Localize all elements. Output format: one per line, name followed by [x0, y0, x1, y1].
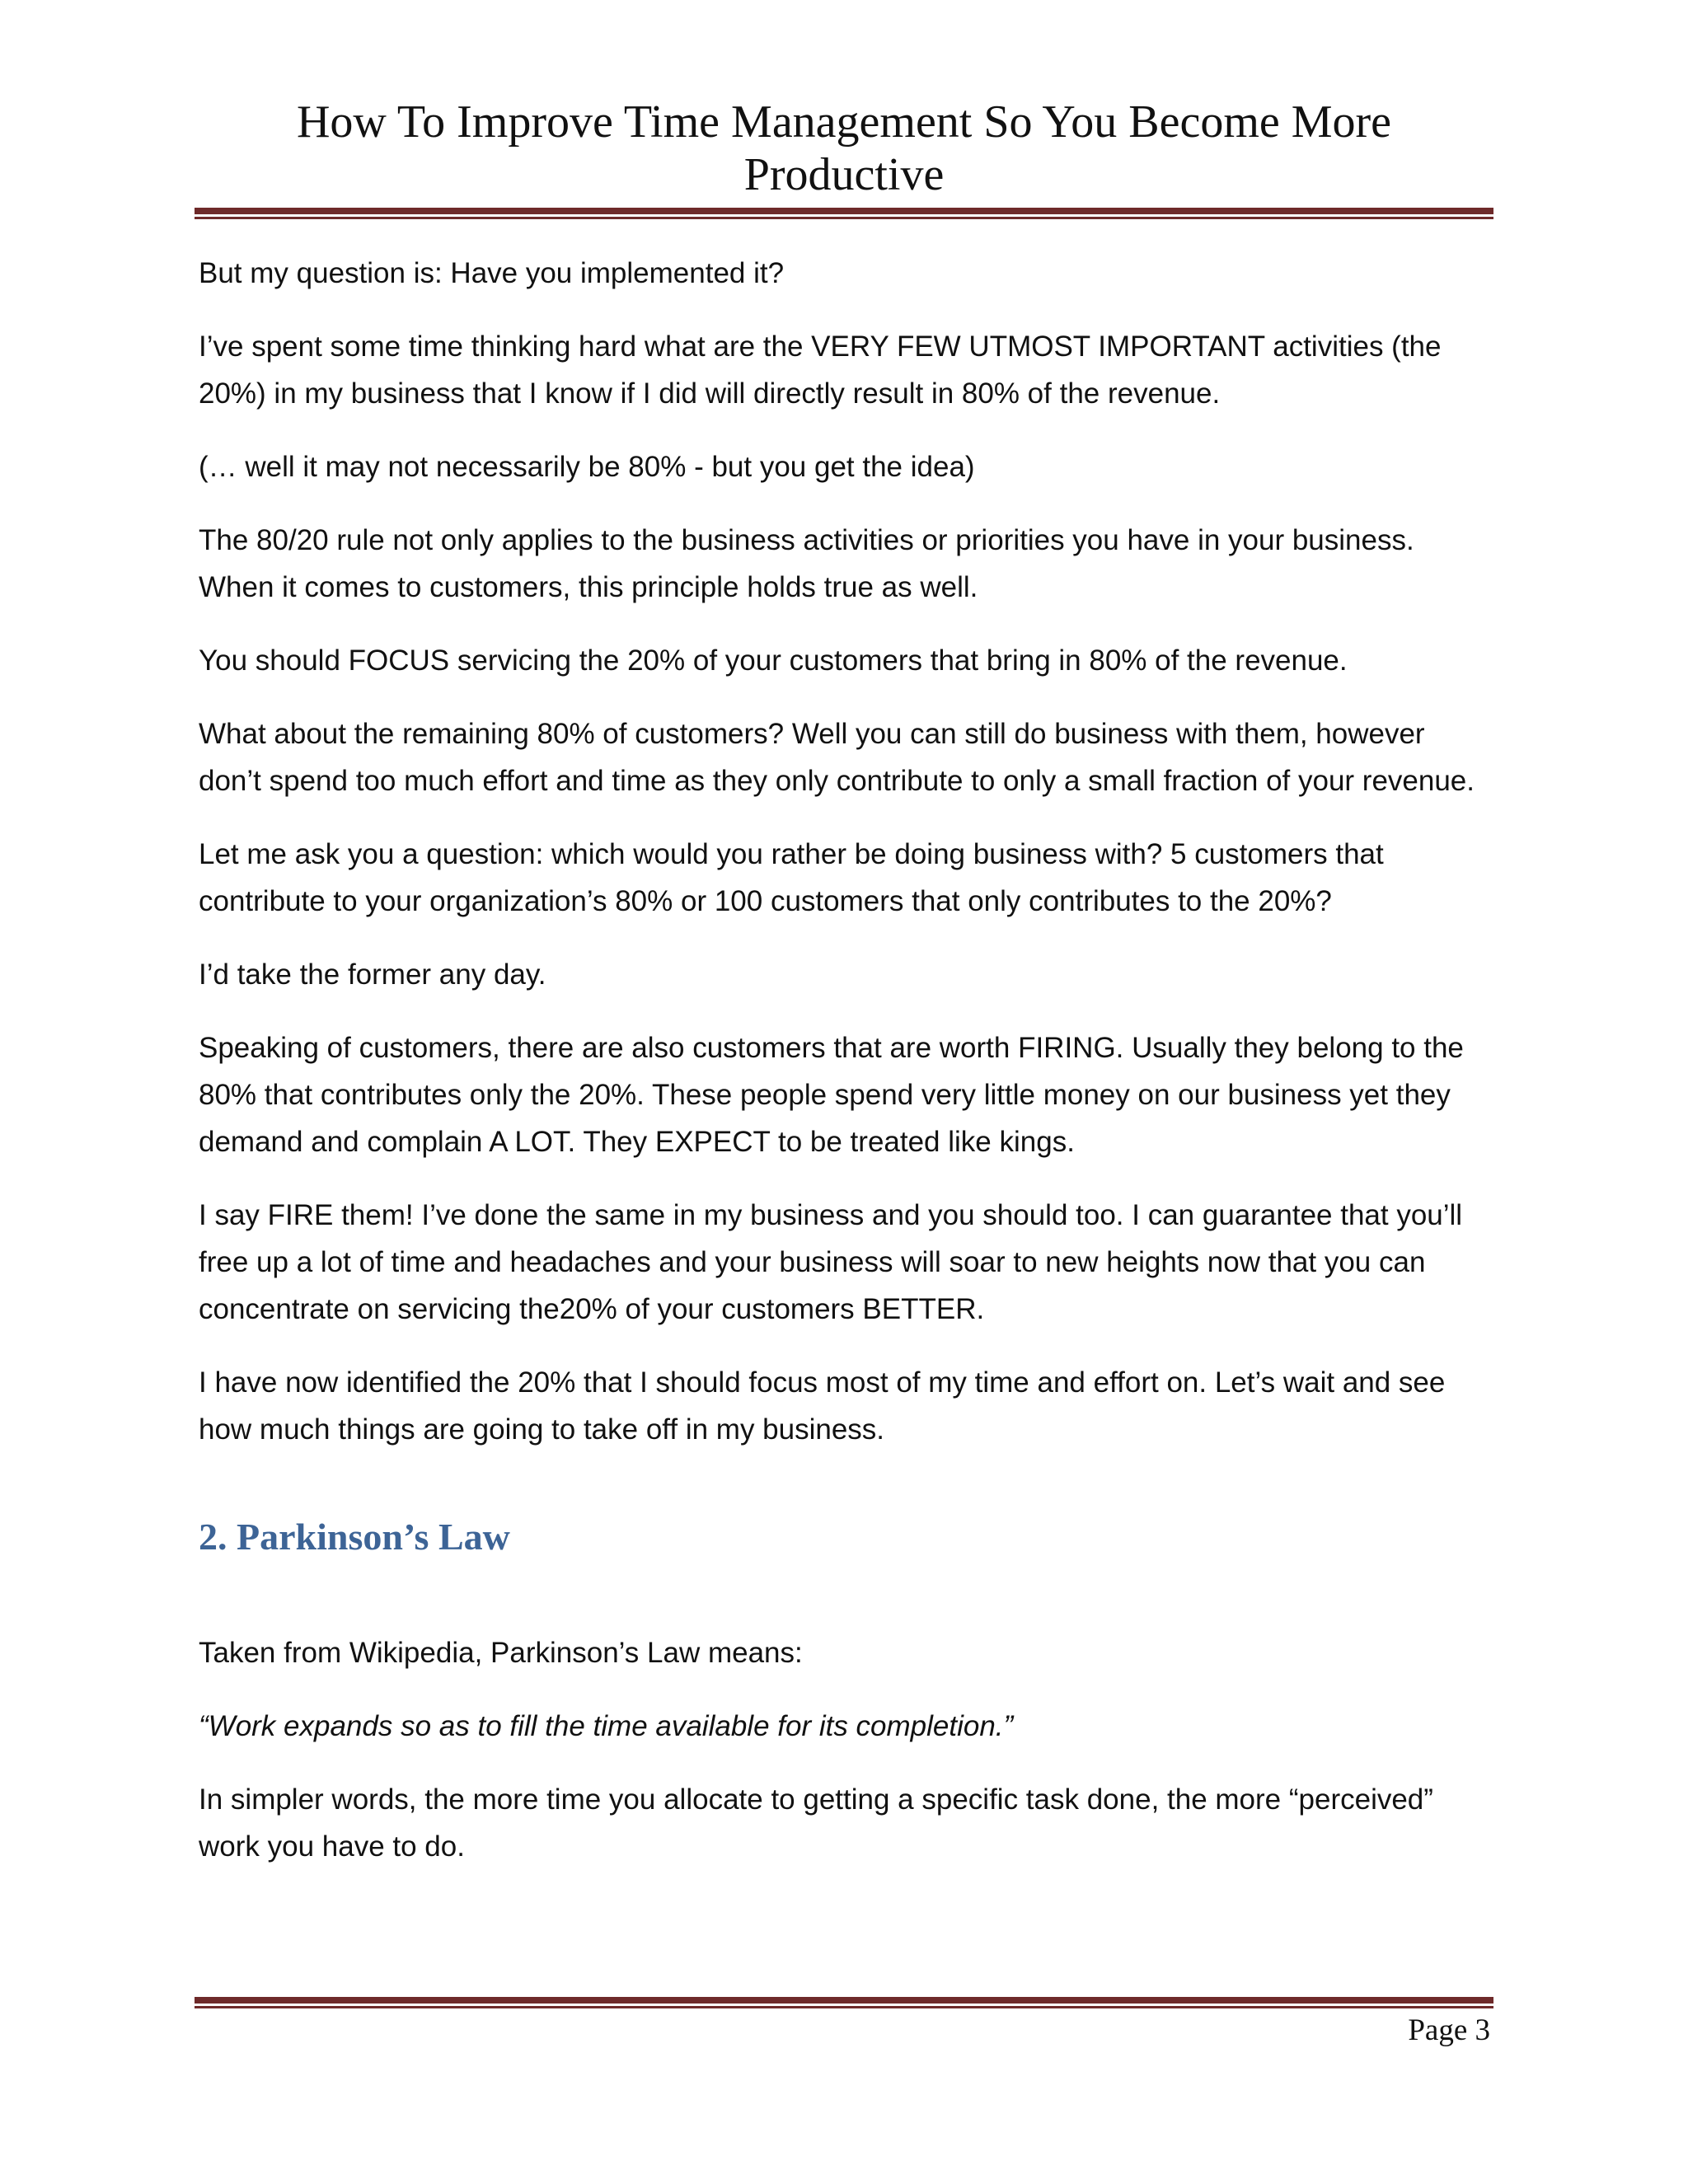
header-rule-thick [195, 208, 1493, 214]
paragraph-10: I say FIRE them! I’ve done the same in my business and you should too. I can guarantee that you’ll free up a lot of time and headaches and your business will soar to new heights now that you can concentrate on servicing the20% of your customers BETTER. [199, 1199, 1463, 1325]
document-body [199, 250, 1493, 1896]
page-header-title: How To Improve Time Management So You Become More Productive [296, 96, 1392, 200]
section-explanation: In simpler words, the more time you allocate to getting a specific task done, the more “perceived” work you have to do. [199, 1783, 1433, 1863]
header-rule-thin [195, 217, 1493, 219]
footer-rule [195, 1997, 1493, 2008]
section-intro: Taken from Wikipedia, Parkinson’s Law means: [199, 1637, 803, 1669]
parkinsons-law-quote: “Work expands so as to fill the time available for its completion.” [199, 1710, 1014, 1742]
section-heading: 2. Parkinson’s Law [199, 1516, 510, 1558]
paragraph-1: But my question is: Have you implemented it? [199, 257, 785, 289]
paragraph-8: I’d take the former any day. [199, 958, 546, 991]
paragraph-6: What about the remaining 80% of customers? Well you can still do business with them, however don’t spend too much effort and time as they only contribute to only a small fraction of your revenue. [199, 718, 1475, 797]
paragraph-2: I’ve spent some time thinking hard what are the VERY FEW UTMOST IMPORTANT activities (the 20%) in my business that I know if I did will directly result in 80% of the revenue. [199, 330, 1442, 410]
footer-rule-thick [195, 1997, 1493, 2004]
footer-rule-thin [195, 2006, 1493, 2008]
paragraph-11: I have now identified the 20% that I should focus most of my time and effort on. Let’s wait and see how much things are going to take off in my business. [199, 1366, 1446, 1446]
paragraph-7: Let me ask you a question: which would you rather be doing business with? 5 customers that contribute to your organization’s 80% or 100 customers that only contributes to the 20%? [199, 838, 1384, 917]
paragraph-5: You should FOCUS servicing the 20% of your customers that bring in 80% of the revenue. [199, 644, 1348, 677]
paragraph-3: (… well it may not necessarily be 80% - but you get the idea) [199, 451, 975, 483]
page-number: Page 3 [1408, 2013, 1490, 2047]
paragraph-4: The 80/20 rule not only applies to the business activities or priorities you have in your business. When it comes to customers, this principle holds true as well. [199, 524, 1414, 603]
paragraph-9: Speaking of customers, there are also customers that are worth FIRING. Usually they belong to the 80% that contributes only the 20%. These people spend very little money on our business yet they demand and complain A LOT. They EXPECT to be treated like kings. [199, 1032, 1464, 1158]
header-rule [195, 208, 1493, 219]
